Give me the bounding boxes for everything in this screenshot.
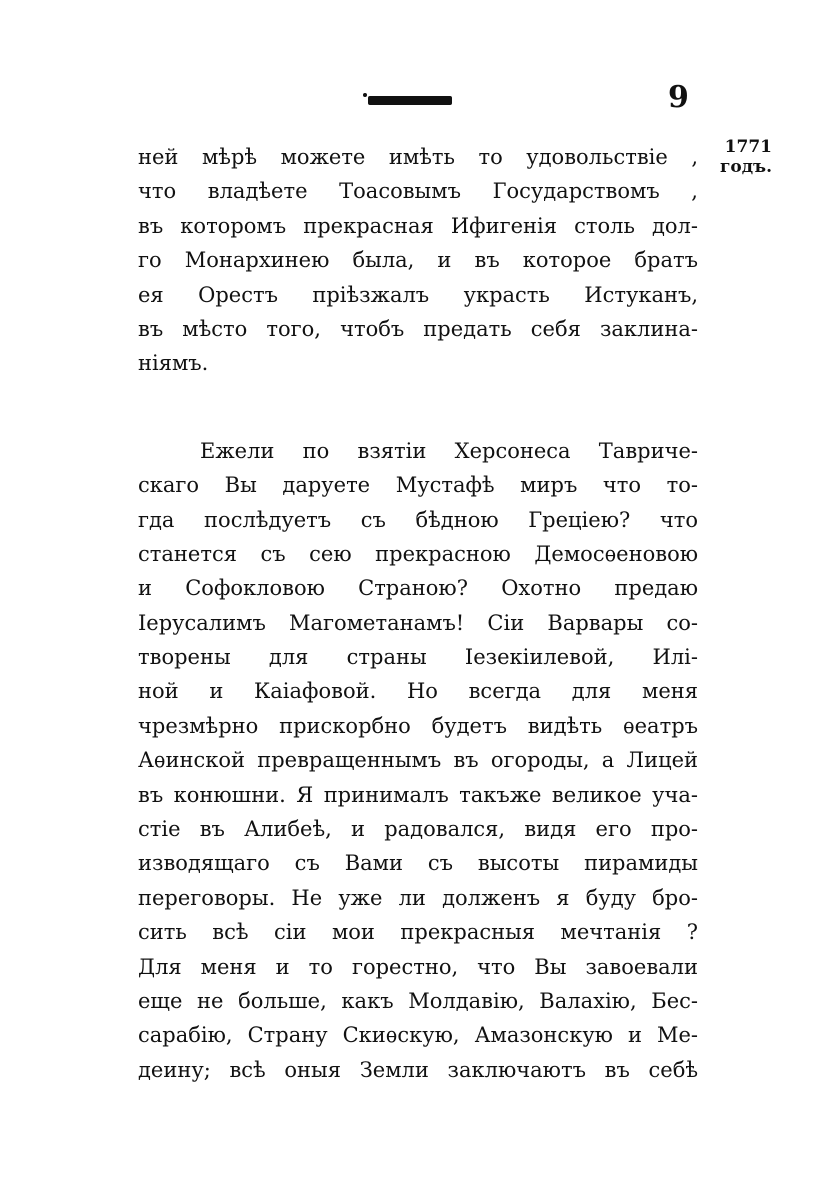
text-line: еще не больше, какъ Молдавію, Валахію, Бес-	[138, 988, 698, 1013]
text-line: ней мѣрѣ можете имѣть то удовольствіе ,	[138, 145, 698, 169]
text-line: Ежели по взятіи Херсонеса Тавриче-	[200, 438, 698, 463]
text-line: ея Орестъ пріѣзжалъ украсть Истуканъ,	[138, 282, 698, 307]
text-line: изводящаго съ Вами съ высоты пирамиды	[138, 851, 698, 876]
text-line: скаго Вы даруете Мустафѣ миръ что то-	[138, 473, 698, 498]
text-line: Іерусалимъ Магометанамъ! Сіи Варвары со-	[138, 610, 698, 635]
text-line: деину; всѣ оныя Земли заключаютъ въ себѣ	[138, 1057, 698, 1082]
header-ornament-rule	[368, 96, 452, 105]
text-line: и Софокловою Страною? Охотно предаю	[138, 576, 698, 601]
text-line: Для меня и то горестно, что Вы завоевали	[138, 954, 698, 979]
text-line: стіе въ Алибеѣ, и радовался, видя его про-	[138, 817, 698, 842]
text-line: ніямъ.	[138, 351, 209, 376]
margin-year-number: 1771	[724, 137, 772, 157]
paragraph-2	[138, 434, 698, 1087]
text-line: въ мѣсто того, чтобъ предать себя заклина-	[138, 316, 698, 341]
text-line: чрезмѣрно прискорбно будетъ видѣть ѳеатръ	[138, 713, 698, 738]
text-line: переговоры. Не уже ли долженъ я буду бро-	[138, 885, 698, 910]
text-line: въ которомъ прекрасная Ифигенія столь дол-	[138, 213, 698, 238]
paragraph-1	[138, 140, 698, 381]
margin-year-label: годъ.	[719, 157, 772, 177]
page-number: 9	[668, 80, 689, 115]
text-line: Аѳинской превращеннымъ въ огороды, а Лицей	[138, 748, 698, 773]
text-line: гда послѣдуетъ съ бѣдною Греціею? что	[138, 507, 698, 532]
text-line: въ конюшни. Я принималъ такъже великое уча-	[138, 782, 698, 807]
text-line: что владѣете Тоасовымъ Государствомъ ,	[138, 179, 698, 204]
body-text	[138, 140, 698, 1087]
text-line: творены для страны Іезекіилевой, Илі-	[138, 645, 698, 670]
text-line: станется съ сею прекрасною Демосѳеновою	[138, 541, 698, 566]
text-line: го Монархинею была, и въ которое братъ	[138, 248, 698, 273]
margin-note-year	[700, 137, 772, 177]
text-line: ной и Каіафовой. Но всегда для меня	[138, 679, 698, 704]
text-line: сарабію, Страну Скиѳскую, Амазонскую и Ме-	[138, 1023, 698, 1048]
text-line: сить всѣ сіи мои прекрасныя мечтанія ?	[138, 920, 698, 945]
